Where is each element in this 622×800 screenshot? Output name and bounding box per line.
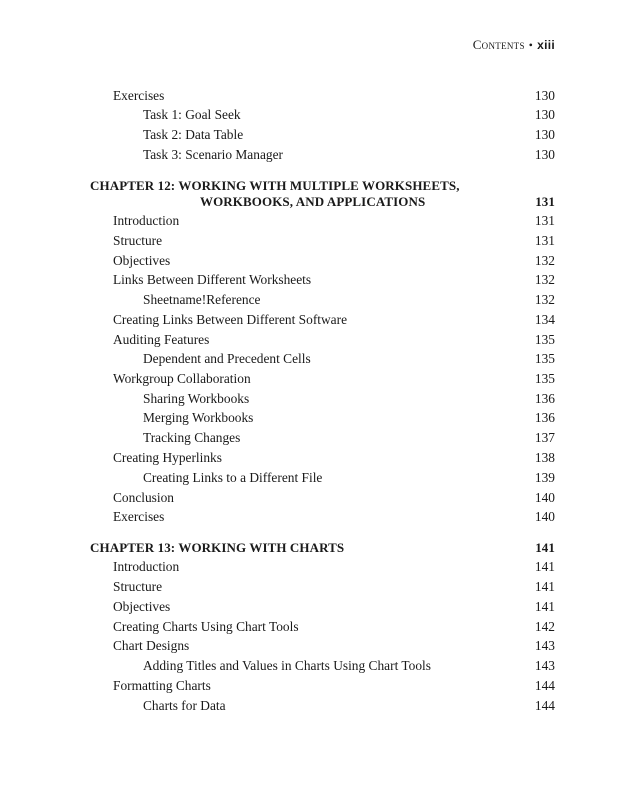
chapter-title: CHAPTER 13: WORKING WITH CHARTS bbox=[90, 540, 345, 555]
toc-entry-page: 143 bbox=[534, 658, 555, 673]
toc-entry-title: Introduction bbox=[113, 213, 180, 228]
toc-entry-page: 141 bbox=[534, 559, 555, 574]
toc-entry-page: 130 bbox=[534, 107, 555, 122]
toc-entry bbox=[90, 577, 555, 597]
toc-entry-page: 141 bbox=[534, 579, 555, 594]
toc-entry-title: Workgroup Collaboration bbox=[113, 371, 251, 386]
toc-entry-title: Charts for Data bbox=[143, 698, 226, 713]
toc-entry bbox=[90, 597, 555, 617]
toc-entry-title: Sheetname!Reference bbox=[143, 292, 261, 307]
toc-entry bbox=[90, 448, 555, 468]
toc-entry-title: Dependent and Precedent Cells bbox=[143, 351, 311, 366]
toc-entry bbox=[90, 290, 555, 310]
toc-entry-title: Chart Designs bbox=[113, 638, 190, 653]
toc-entry-page: 131 bbox=[534, 213, 555, 228]
toc-entry bbox=[90, 251, 555, 271]
toc-entry-title: Introduction bbox=[113, 559, 180, 574]
toc-entry-title: Structure bbox=[113, 579, 163, 594]
page-number: xiii bbox=[537, 38, 555, 52]
toc-entry bbox=[90, 636, 555, 656]
toc-entry-page: 137 bbox=[534, 430, 555, 445]
toc-entry-title: Creating Links to a Different File bbox=[143, 470, 323, 485]
toc-entry-title: Objectives bbox=[113, 599, 171, 614]
toc-entry bbox=[90, 330, 555, 350]
toc-entry-page: 132 bbox=[534, 292, 555, 307]
toc-entry-page: 139 bbox=[534, 470, 555, 485]
toc-entry-title: Merging Workbooks bbox=[143, 410, 254, 425]
toc-entry-title: Creating Charts Using Chart Tools bbox=[113, 619, 299, 634]
toc-entry-page: 131 bbox=[534, 233, 555, 248]
toc-entry-title: Adding Titles and Values in Charts Using Chart Tools bbox=[143, 658, 431, 673]
toc-entry bbox=[90, 369, 555, 389]
toc-entry-title: Auditing Features bbox=[113, 332, 210, 347]
toc-entry bbox=[90, 468, 555, 488]
toc-entry bbox=[90, 310, 555, 330]
toc-entry-page: 136 bbox=[534, 391, 555, 406]
toc-entry-page: 142 bbox=[534, 619, 555, 634]
toc-entry-page: 140 bbox=[534, 509, 555, 524]
toc-entry-title: Objectives bbox=[113, 253, 171, 268]
toc-entry-page: 135 bbox=[534, 351, 555, 366]
toc-entry bbox=[90, 696, 555, 716]
toc-entry-page: 136 bbox=[534, 410, 555, 425]
toc-entry bbox=[90, 86, 555, 106]
running-head-title: Contents bbox=[472, 37, 525, 52]
chapter-heading-continued bbox=[90, 192, 555, 212]
toc-entry bbox=[90, 270, 555, 290]
toc-entry-page: 143 bbox=[534, 638, 555, 653]
toc-entry-page: 134 bbox=[534, 312, 555, 327]
chapter-page: 141 bbox=[535, 540, 555, 555]
toc-entry-title: Task 1: Goal Seek bbox=[143, 107, 241, 122]
toc-entry-title: Creating Hyperlinks bbox=[113, 450, 222, 465]
running-head bbox=[473, 37, 555, 53]
toc-entry-page: 135 bbox=[534, 332, 555, 347]
toc-entry-page: 144 bbox=[534, 678, 555, 693]
toc-entry bbox=[90, 125, 555, 145]
toc-entry bbox=[90, 231, 555, 251]
toc-entry bbox=[90, 389, 555, 409]
toc-entry-page: 135 bbox=[534, 371, 555, 386]
toc-entry-title: Exercises bbox=[113, 88, 165, 103]
toc-entry bbox=[90, 676, 555, 696]
toc-entry bbox=[90, 349, 555, 369]
toc-entry-title: Conclusion bbox=[113, 490, 175, 505]
toc-entry-page: 132 bbox=[534, 272, 555, 287]
toc-entry-title: Structure bbox=[113, 233, 163, 248]
toc-entry bbox=[90, 211, 555, 231]
toc-entry bbox=[90, 105, 555, 125]
toc-entry-page: 130 bbox=[534, 147, 555, 162]
chapter-page: 131 bbox=[535, 194, 555, 209]
toc-entry bbox=[90, 428, 555, 448]
toc-entry-page: 141 bbox=[534, 599, 555, 614]
toc-entry-title: Exercises bbox=[113, 509, 165, 524]
chapter-title: CHAPTER 12: WORKING WITH MULTIPLE WORKSHEETS, bbox=[90, 178, 460, 193]
toc-entry bbox=[90, 557, 555, 577]
toc-entry bbox=[90, 507, 555, 527]
toc-entry-title: Sharing Workbooks bbox=[143, 391, 250, 406]
toc-entry-page: 130 bbox=[534, 127, 555, 142]
toc-entry-title: Tracking Changes bbox=[143, 430, 241, 445]
toc-entry-title: Task 2: Data Table bbox=[143, 127, 244, 142]
toc-entry-page: 132 bbox=[534, 253, 555, 268]
toc-entry-page: 138 bbox=[534, 450, 555, 465]
toc-entry-title: Formatting Charts bbox=[113, 678, 211, 693]
toc-entry-title: Task 3: Scenario Manager bbox=[143, 147, 283, 162]
toc-entry bbox=[90, 656, 555, 676]
toc-entry-page: 130 bbox=[534, 88, 555, 103]
chapter-title: WORKBOOKS, AND APPLICATIONS bbox=[200, 194, 426, 209]
toc-entry-page: 144 bbox=[534, 698, 555, 713]
toc-entry-title: Creating Links Between Different Software bbox=[113, 312, 348, 327]
toc-entry-title: Links Between Different Worksheets bbox=[113, 272, 312, 287]
toc-entry-page: 140 bbox=[534, 490, 555, 505]
running-head-bullet: • bbox=[528, 40, 534, 52]
toc-entry bbox=[90, 488, 555, 508]
chapter-heading bbox=[90, 538, 555, 558]
toc-entry bbox=[90, 145, 555, 165]
toc-entry bbox=[90, 617, 555, 637]
toc-entry bbox=[90, 408, 555, 428]
